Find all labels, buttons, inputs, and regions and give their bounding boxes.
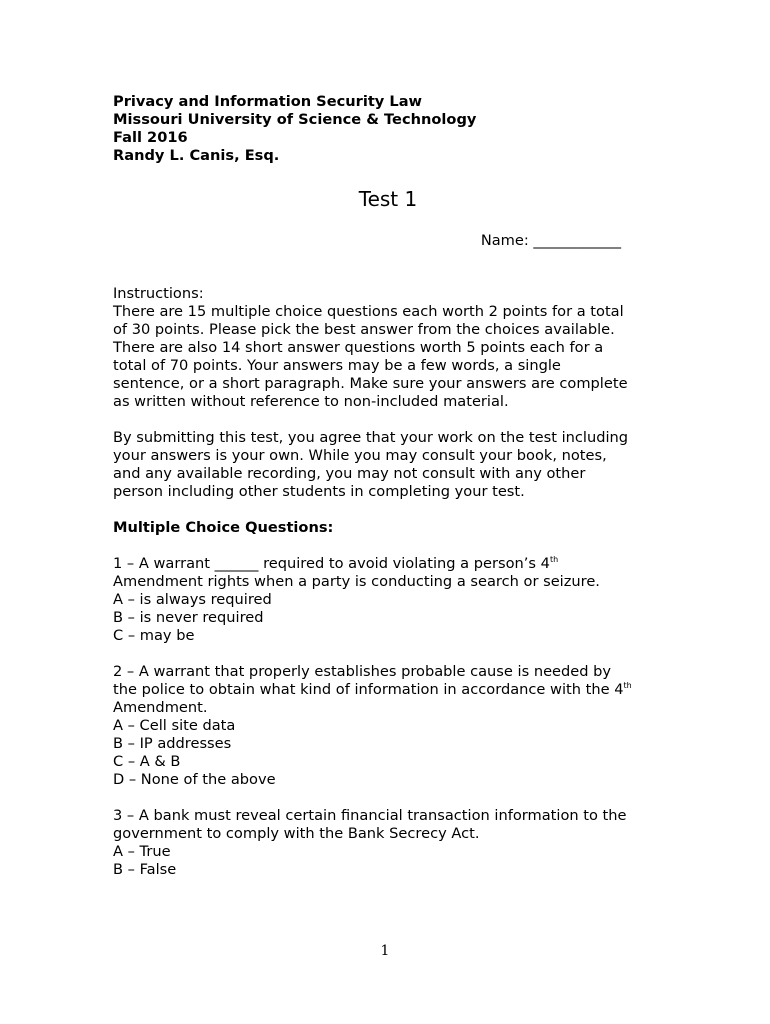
answer-option: C – A & B [113,753,181,770]
answer-option: C – may be [113,627,195,644]
document-page [113,93,673,879]
instructions-label: Instructions: [113,285,204,302]
instructions-line: of 30 points. Please pick the best answer from the choices available. [113,321,615,338]
agreement-paragraph [113,429,673,501]
question-text: government to comply with the Bank Secrecy Act. [113,825,480,842]
instructions-line: There are 15 multiple choice questions each worth 2 points for a total [113,303,624,320]
instructions-block [113,285,673,411]
answer-option: D – None of the above [113,771,276,788]
agreement-line: person including other students in completing your test. [113,483,525,500]
page-number: 1 [380,943,390,959]
instructor-name: Randy L. Canis, Esq. [113,147,280,164]
name-field: Name: ____________ [480,232,621,249]
course-title: Privacy and Information Security Law [113,93,423,110]
question-2 [113,663,673,789]
question-text [113,555,673,573]
university-name: Missouri University of Science & Technology [113,111,477,128]
agreement-line: and any available recording, you may not consult with any other [113,465,586,482]
question-text-part: the police to obtain what kind of information in accordance with the 4 [113,681,624,698]
superscript: th [549,555,559,564]
question-text: Amendment. [113,699,208,716]
question-3 [113,807,673,879]
question-text: 2 – A warrant that properly establishes probable cause is needed by [113,663,612,680]
answer-option: B – is never required [113,609,264,626]
superscript: th [623,681,632,690]
test-title: Test 1 [358,187,418,211]
answer-option: A – Cell site data [113,717,236,734]
section-heading: Multiple Choice Questions: [113,519,334,536]
question-text: 3 – A bank must reveal certain financial transaction information to the [113,807,627,824]
answer-option: A – True [113,843,171,860]
document-header [113,93,673,165]
term: Fall 2016 [113,129,188,146]
question-1 [113,555,673,645]
question-text-part: 1 – A warrant ______ required to avoid violating a person’s 4 [113,555,550,572]
instructions-line: as written without reference to non-included material. [113,393,509,410]
answer-option: B – False [113,861,177,878]
instructions-line: total of 70 points. Your answers may be a few words, a single [113,357,561,374]
instructions-line: There are also 14 short answer questions worth 5 points each for a [113,339,604,356]
instructions-line: sentence, or a short paragraph. Make sure your answers are complete [113,375,628,392]
agreement-line: By submitting this test, you agree that your work on the test including [113,429,629,446]
answer-option: B – IP addresses [113,735,232,752]
answer-option: A – is always required [113,591,272,608]
question-text [113,681,673,699]
question-text: Amendment rights when a party is conducting a search or seizure. [113,573,600,590]
agreement-line: your answers is your own. While you may consult your book, notes, [113,447,607,464]
